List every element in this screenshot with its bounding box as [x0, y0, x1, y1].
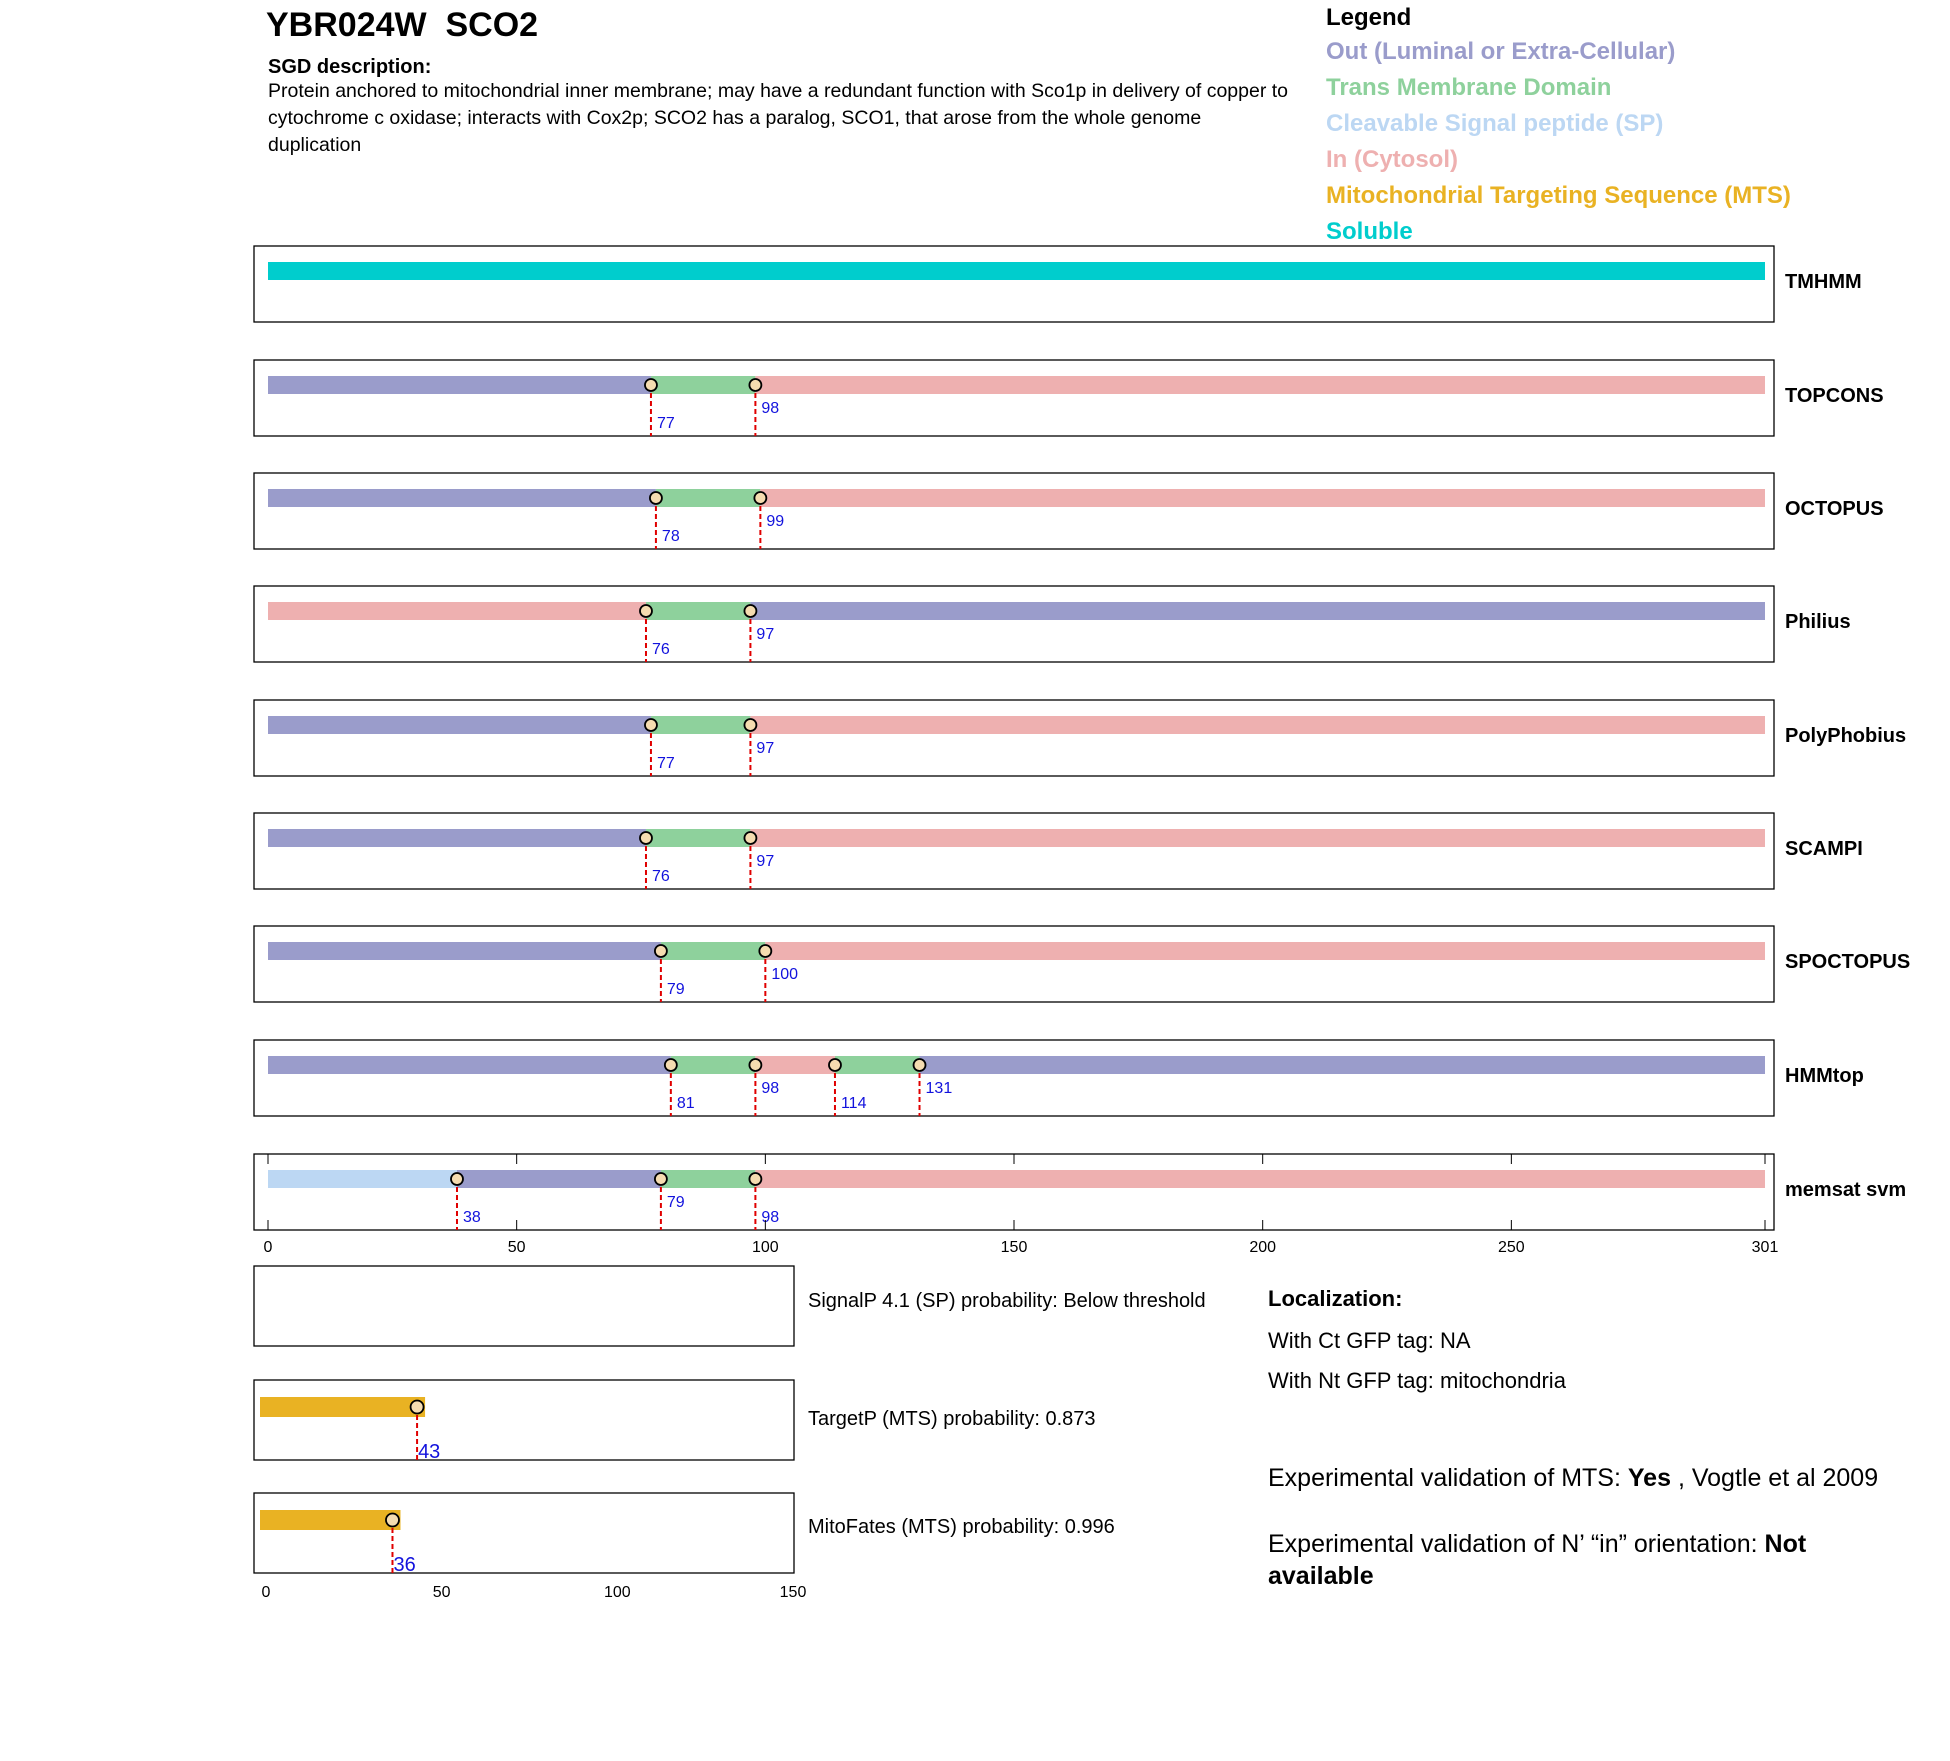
track-box-6	[254, 926, 1774, 1002]
mts-boundary-label: 36	[393, 1554, 416, 1576]
mts-box-1	[254, 1380, 794, 1460]
experimental-mts: Experimental validation of MTS: Yes , Vogtle et al 2009	[1268, 1464, 1879, 1492]
boundary-label: 131	[925, 1080, 953, 1097]
segment-4-0	[268, 716, 651, 734]
legend-item-out: Out (Luminal or Extra-Cellular)	[1326, 38, 1676, 65]
localization-title: Localization:	[1268, 1286, 1403, 1311]
sgd-description-text: Protein anchored to mitochondrial inner membrane; may have a redundant function with Sco1p in delivery of copper to cytochrome c oxidase; interacts with Cox2p; SCO2 has a paralog, SCO1, that arose from the whole genome duplication	[268, 80, 1288, 156]
x-tick-label: 0	[263, 1239, 273, 1256]
segment-3-2	[750, 602, 1765, 620]
track-name: SPOCTOPUS	[1785, 951, 1911, 973]
boundary-label: 99	[766, 513, 785, 530]
boundary-label: 100	[771, 966, 799, 983]
segment-1-0	[268, 376, 651, 394]
track-name: SCAMPI	[1785, 838, 1863, 860]
segment-7-0	[268, 1056, 671, 1074]
boundary-marker	[650, 492, 662, 504]
segment-4-1	[651, 716, 750, 734]
segment-1-1	[651, 376, 755, 394]
x-tick-label: 250	[1498, 1239, 1525, 1256]
boundary-marker	[451, 1173, 463, 1185]
legend-item-mts: Mitochondrial Targeting Sequence (MTS)	[1326, 182, 1791, 209]
boundary-label: 76	[651, 641, 670, 658]
boundary-label: 97	[756, 626, 775, 643]
x-tick-label: 50	[507, 1239, 526, 1256]
track-name: Philius	[1785, 611, 1851, 633]
boundary-label: 38	[462, 1209, 481, 1226]
segment-8-1	[457, 1170, 661, 1188]
segment-8-0	[268, 1170, 457, 1188]
legend-title: Legend	[1326, 4, 1412, 31]
boundary-marker	[744, 832, 756, 844]
boundary-label: 76	[651, 868, 670, 885]
segment-3-1	[646, 602, 750, 620]
segment-8-3	[755, 1170, 1765, 1188]
boundary-marker	[914, 1059, 926, 1071]
boundary-label: 98	[761, 1080, 780, 1097]
segment-7-3	[835, 1056, 920, 1074]
track-box-2	[254, 473, 1774, 549]
track-name: OCTOPUS	[1785, 498, 1884, 520]
boundary-label: 81	[676, 1095, 695, 1112]
boundary-label: 79	[666, 1194, 685, 1211]
segment-4-2	[750, 716, 1765, 734]
x-tick-label: 100	[751, 1239, 779, 1256]
track-box-7	[254, 1040, 1774, 1116]
segment-3-0	[268, 602, 646, 620]
segment-0-0	[268, 262, 1765, 280]
track-box-4	[254, 700, 1774, 776]
track-box-8	[254, 1154, 1774, 1230]
x-tick-label: 200	[1249, 1239, 1277, 1256]
boundary-marker	[744, 605, 756, 617]
mts-boundary-marker	[411, 1401, 424, 1414]
legend-item-sp: Cleavable Signal peptide (SP)	[1326, 110, 1664, 137]
boundary-label: 114	[840, 1095, 867, 1112]
legend-item-soluble: Soluble	[1326, 218, 1413, 245]
segment-1-2	[755, 376, 1765, 394]
legend-item-tm: Trans Membrane Domain	[1326, 74, 1612, 101]
boundary-marker	[749, 1059, 761, 1071]
mts-boundary-marker	[386, 1514, 399, 1527]
track-box-1	[254, 360, 1774, 436]
mts-x-tick-label: 0	[261, 1584, 271, 1601]
segment-2-1	[656, 489, 760, 507]
track-name: memsat svm	[1785, 1179, 1907, 1201]
segment-5-1	[646, 829, 750, 847]
track-name: HMMtop	[1785, 1065, 1864, 1087]
segment-8-2	[661, 1170, 755, 1188]
segment-7-4	[920, 1056, 1765, 1074]
x-tick-label: 150	[1000, 1239, 1028, 1256]
experimental-orientation: Experimental validation of N’ “in” orientation: Not available	[1268, 1530, 1807, 1590]
boundary-marker	[829, 1059, 841, 1071]
segment-6-0	[268, 942, 661, 960]
boundary-marker	[655, 1173, 667, 1185]
segment-5-2	[750, 829, 1765, 847]
boundary-marker	[759, 945, 771, 957]
sgd-description-label: SGD description:	[268, 56, 432, 78]
boundary-label: 97	[756, 853, 775, 870]
mts-x-tick-label: 150	[779, 1584, 807, 1601]
mts-boundary-label: 43	[418, 1441, 441, 1463]
signalp-label: SignalP 4.1 (SP) probability: Below threshold	[808, 1290, 1206, 1312]
mitofates-label: MitoFates (MTS) probability: 0.996	[808, 1516, 1115, 1538]
track-box-3	[254, 586, 1774, 662]
boundary-marker	[645, 379, 657, 391]
segment-2-0	[268, 489, 656, 507]
track-box-5	[254, 813, 1774, 889]
mts-segment-1-0	[260, 1397, 425, 1417]
boundary-marker	[749, 1173, 761, 1185]
segment-7-2	[755, 1056, 835, 1074]
boundary-label: 98	[761, 400, 780, 417]
mts-x-tick-label: 100	[603, 1584, 631, 1601]
boundary-marker	[655, 945, 667, 957]
boundary-marker	[640, 605, 652, 617]
boundary-label: 77	[656, 415, 675, 432]
track-name: TMHMM	[1785, 271, 1862, 293]
mts-x-tick-label: 50	[432, 1584, 451, 1601]
boundary-label: 98	[761, 1209, 780, 1226]
boundary-marker	[645, 719, 657, 731]
localization-ct: With Ct GFP tag: NA	[1268, 1328, 1471, 1353]
mts-box-2	[254, 1493, 794, 1573]
segment-6-1	[661, 942, 765, 960]
segment-2-2	[760, 489, 1765, 507]
mts-box-0	[254, 1266, 794, 1346]
track-box-0	[254, 246, 1774, 322]
targetp-label: TargetP (MTS) probability: 0.873	[808, 1408, 1096, 1430]
track-name: PolyPhobius	[1785, 725, 1907, 747]
mts-segment-2-0	[260, 1510, 400, 1530]
track-name: TOPCONS	[1785, 385, 1884, 407]
boundary-marker	[749, 379, 761, 391]
boundary-marker	[754, 492, 766, 504]
page-title: YBR024W SCO2	[266, 6, 539, 44]
boundary-marker	[640, 832, 652, 844]
boundary-marker	[665, 1059, 677, 1071]
localization-nt: With Nt GFP tag: mitochondria	[1268, 1368, 1566, 1393]
segment-5-0	[268, 829, 646, 847]
segment-7-1	[671, 1056, 756, 1074]
legend-item-in: In (Cytosol)	[1326, 146, 1458, 173]
x-tick-label: 301	[1751, 1239, 1779, 1256]
boundary-label: 97	[756, 740, 775, 757]
boundary-label: 77	[656, 755, 675, 772]
boundary-marker	[744, 719, 756, 731]
boundary-label: 79	[666, 981, 685, 998]
boundary-label: 78	[661, 528, 680, 545]
segment-6-2	[765, 942, 1765, 960]
